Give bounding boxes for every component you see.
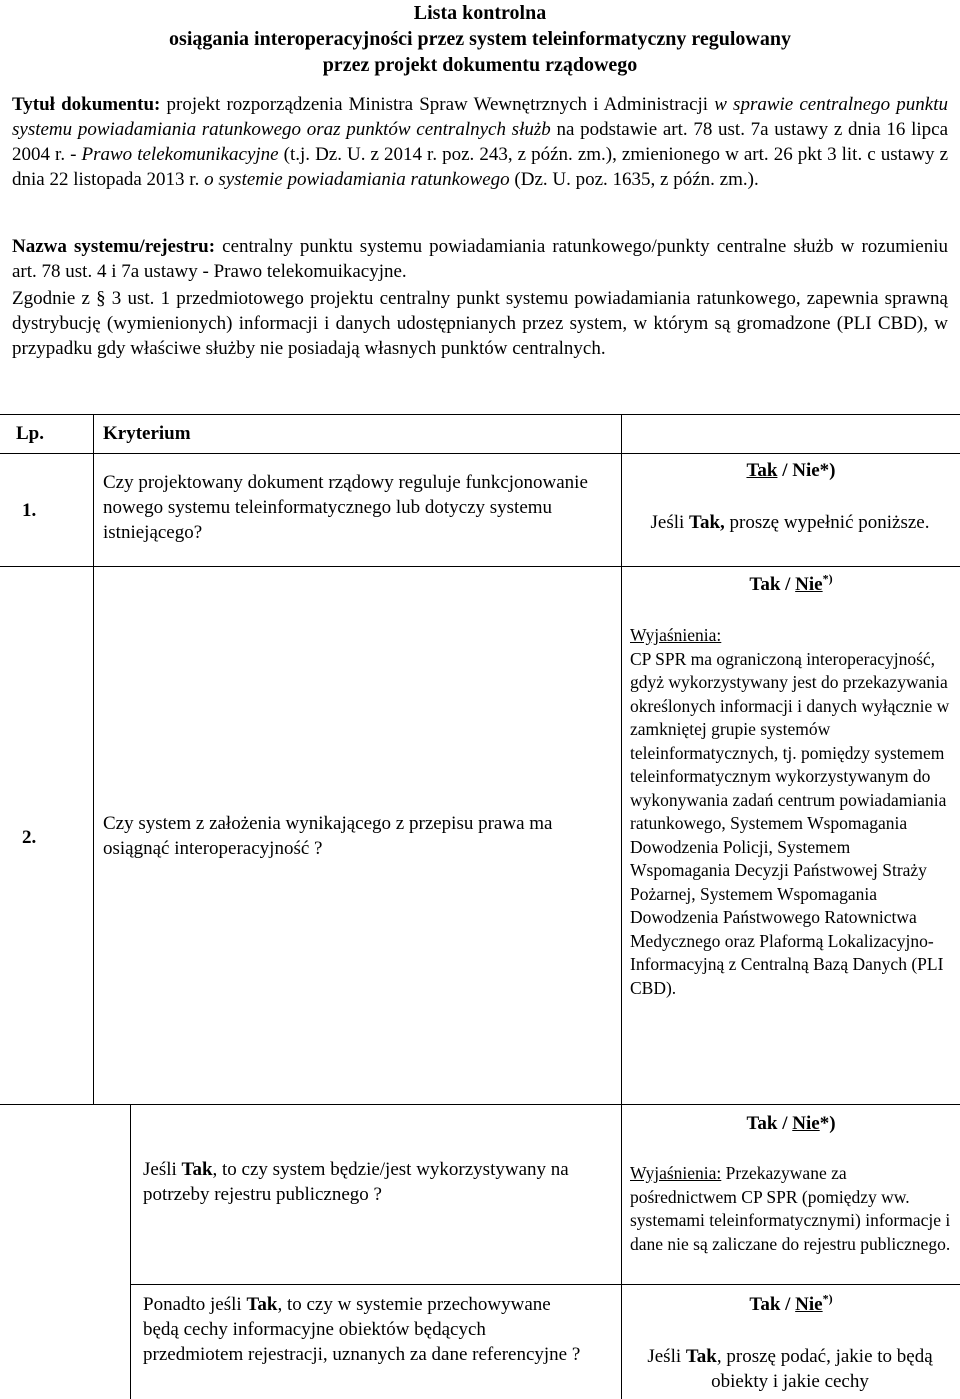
doc-title-label: Tytuł dokumentu: bbox=[12, 94, 161, 115]
row2a-expl-text: Przekazywane za pośrednictwem CP SPR (pomiędzy ww. systemami teleinformatycznymi) informacje i dane nie są zaliczane do rejestru publicznego. bbox=[630, 1163, 951, 1254]
row2b-q-pre: Ponadto jeśli bbox=[143, 1294, 247, 1315]
document-subtitle-line2: przez projekt dokumentu rządowego bbox=[322, 54, 638, 76]
doc-title-act2: o systemie powiadamiania ratunkowego bbox=[204, 169, 510, 190]
doc-title-basis: na podstawie art. 78 ust. 7a ustawy z dnia 16 lipca 2004 r. - bbox=[12, 119, 948, 165]
doc-title-reference: (t.j. Dz. U. z 2014 r. poz. 243, z późn. zm.), zmienionego w art. 26 pkt 3 lit. c ustawy z dnia 22 listopada 2013 r. bbox=[12, 144, 949, 190]
table-line bbox=[0, 1104, 960, 1105]
row2-explanation bbox=[630, 624, 950, 1000]
row2a-q-post: , to czy system będzie/jest wykorzystywany na potrzeby rejestru publicznego ? bbox=[143, 1159, 569, 1205]
row1-note-pre: Jeśli bbox=[650, 512, 690, 533]
row2-expl-text: CP SPR ma ograniczoną interoperacyjność, gdyż wykorzystywany jest do przekazywania określonych informacji i danych wyłącznie w zamkniętej grupie systemów teleinformatycznych, tj. pomiędzy systemem teleinformatycznym wykorzystywanym do wykonywania zadań centrum powiadamiania ratunkowego, Systemem Wspomagania Dowodzenia Policji, Systemem Wspomagania Decyzji Państwowej Straży Pożarnej, Systemem Wspomagania Dowodzenia Państwowego Ratownictwa Medycznego oraz Plaformą Lokalizacyjno-Informacyjną z Centralną Bazą Danych (PLI CBD). bbox=[630, 648, 950, 998]
row2b-answer-pre: Tak / bbox=[749, 1294, 796, 1315]
header-lp-label: Lp. bbox=[16, 423, 44, 444]
row2b-note bbox=[630, 1344, 950, 1394]
row2-expl-label: Wyjaśnienia: bbox=[630, 625, 722, 645]
table-line bbox=[0, 453, 960, 454]
row1-answer-tak: Tak bbox=[746, 460, 778, 481]
table-header-lp bbox=[16, 421, 44, 446]
row1-question: Czy projektowany dokument rządowy reguluje funkcjonowanie nowego systemu teleinformatycznego lub dotyczy systemu istniejącego? bbox=[103, 472, 588, 543]
row2b-note-post: , proszę podać, jakie to będą obiekty i jakie cechy bbox=[711, 1346, 933, 1392]
row2a-q-pre: Jeśli bbox=[143, 1159, 182, 1180]
row2a-explanation bbox=[630, 1162, 952, 1256]
row2b-answer-sup: *) bbox=[822, 1291, 833, 1306]
document-subtitle-line1: osiągania interoperacyjności przez system teleinformatyczny regulowany bbox=[169, 28, 791, 50]
row2a-answer bbox=[622, 1111, 960, 1136]
table-line bbox=[93, 414, 94, 1105]
row2-number bbox=[22, 825, 36, 850]
system-name-label: Nazwa systemu/rejestru: bbox=[12, 236, 216, 257]
row2b-answer bbox=[622, 1292, 960, 1317]
row2-lp: 2. bbox=[22, 827, 37, 848]
row2a-q-bold: Tak bbox=[181, 1159, 213, 1180]
row2-answer-nie: Nie bbox=[795, 574, 823, 595]
table-line bbox=[0, 566, 960, 567]
row2a-answer-nie: Nie bbox=[792, 1113, 820, 1134]
row1-note bbox=[630, 510, 950, 535]
doc-title-italic: w sprawie centralnego punktu systemu powiadamiania ratunkowego oraz punktów centralnych służb bbox=[12, 94, 948, 140]
row1-answer bbox=[622, 458, 960, 483]
row2a-question bbox=[143, 1157, 608, 1207]
row2-answer bbox=[622, 572, 960, 597]
table-line bbox=[0, 414, 960, 415]
table-line bbox=[130, 1104, 131, 1399]
row1-lp: 1. bbox=[22, 500, 37, 521]
row1-note-post: proszę wypełnić poniższe. bbox=[724, 512, 930, 533]
doc-title-reference2: (Dz. U. poz. 1635, z późn. zm.). bbox=[514, 169, 759, 190]
table-line bbox=[130, 1284, 960, 1285]
row2a-answer-post: *) bbox=[819, 1113, 836, 1134]
row2b-question bbox=[143, 1292, 583, 1367]
row1-answer-rest: / Nie*) bbox=[777, 460, 836, 481]
doc-title-text: projekt rozporządzenia Ministra Spraw Wewnętrznych i Administracji bbox=[160, 94, 709, 115]
system-description-paragraph: Zgodnie z § 3 ust. 1 przedmiotowego projektu centralny punkt systemu powiadamiania ratunkowego, zapewnia sprawną dystrybucję (wymienionych) informacji i danych udostępnianych przez system, w którym są gromadzone (PLI CBD), w przypadku gdy właściwe służby nie posiadają własnych punktów centralnych. bbox=[12, 288, 948, 359]
system-name-text: centralny punktu systemu powiadamiania ratunkowego/punkty centralne służb w rozumieniu art. 78 ust. 4 i 7a ustawy - Prawo telekomuikacyjne. bbox=[12, 236, 948, 282]
row2a-answer-pre: Tak / bbox=[746, 1113, 793, 1134]
row2b-q-bold: Tak bbox=[246, 1294, 278, 1315]
document-title: Lista kontrolna bbox=[413, 2, 547, 24]
row1-number bbox=[22, 498, 36, 523]
table-header-kryterium bbox=[103, 421, 191, 446]
row2-answer-sup: *) bbox=[822, 571, 833, 586]
table-line bbox=[621, 414, 622, 1399]
row2b-answer-nie: Nie bbox=[795, 1294, 823, 1315]
row2-question: Czy system z założenia wynikającego z przepisu prawa ma osiągnąć interoperacyjność ? bbox=[103, 813, 553, 859]
row2a-expl-label: Wyjaśnienia: bbox=[630, 1163, 722, 1183]
row1-note-bold: Tak, bbox=[689, 512, 725, 533]
row2b-note-pre: Jeśli bbox=[647, 1346, 686, 1367]
row2b-note-bold: Tak bbox=[685, 1346, 717, 1367]
row2-answer-pre: Tak / bbox=[749, 574, 796, 595]
row2b-q-post: , to czy w systemie przechowywane będą cechy informacyjne obiektów będących przedmiotem rejestracji, uznanych za dane referencyjne ? bbox=[143, 1294, 581, 1365]
header-kryterium-label: Kryterium bbox=[103, 423, 191, 444]
doc-title-act: Prawo telekomunikacyjne bbox=[81, 144, 279, 165]
